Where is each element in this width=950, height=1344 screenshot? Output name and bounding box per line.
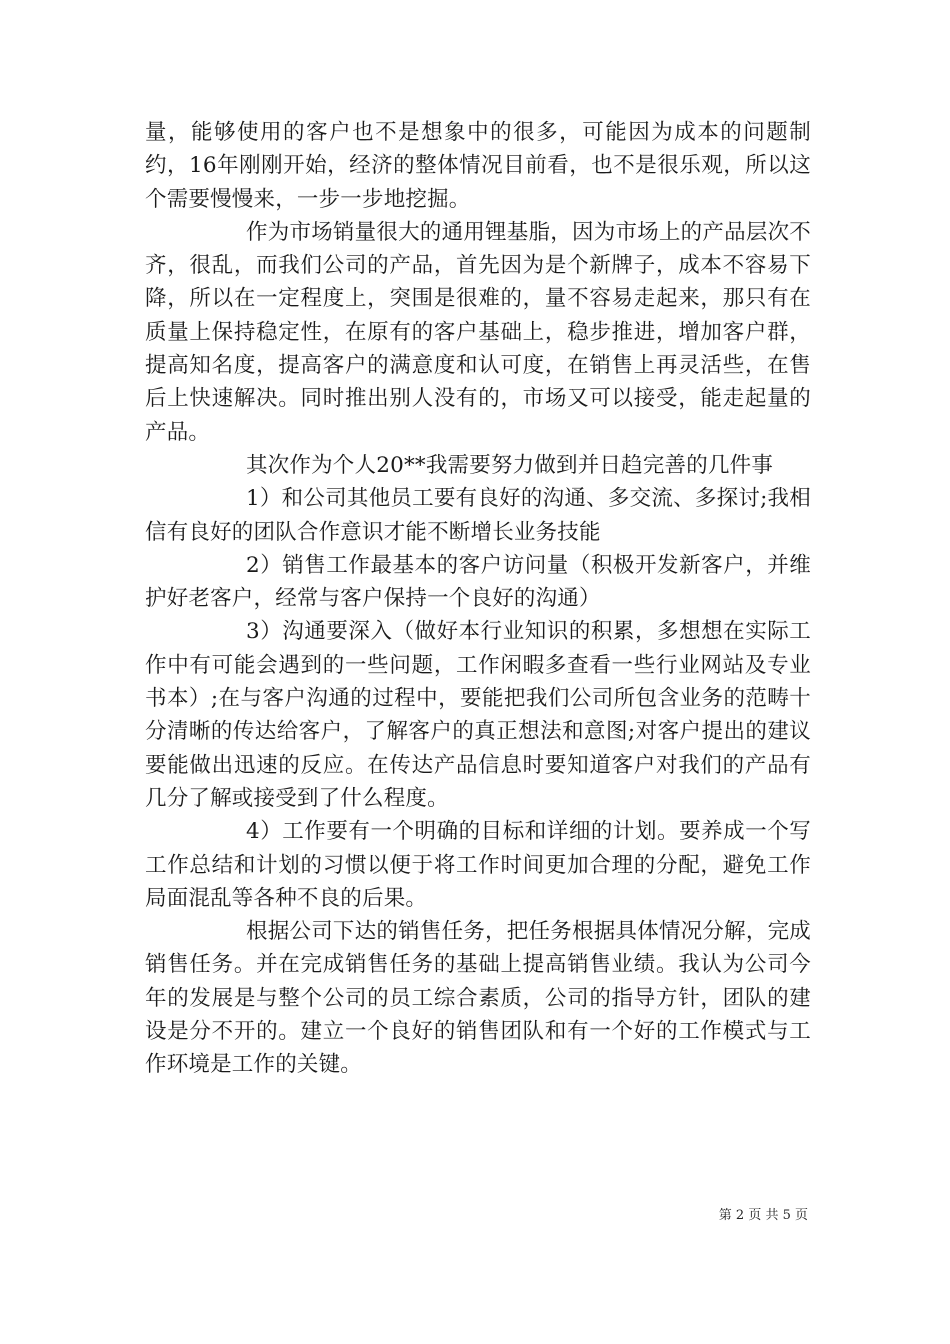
paragraph-sales-tasks: 根据公司下达的销售任务，把任务根据具体情况分解，完成销售任务。并在完成销售任务的基础上提高销售业绩。我认为公司今年的发展是与整个公司的员工综合素质，公司的指导方针，团队的建设是分不开的。建立一个良好的销售团队和有一个好的工作模式与工作环境是工作的关键。 (145, 919, 811, 1078)
paragraph-market-analysis: 作为市场销量很大的通用锂基脂，因为市场上的产品层次不齐，很乱，而我们公司的产品，首先因为是个新牌子，成本不容易下降，所以在一定程度上，突围是很难的，量不容易走起来，那只有在质量上保持稳定性，在原有的客户基础上，稳步推进，增加客户群，提高知名度，提高客户的满意度和认可度，在销售上再灵活些，在售后上快速解决。同时推出别人没有的，市场又可以接受，能走起量的产品。 (145, 219, 811, 445)
list-item-deep-communication: 3）沟通要深入（做好本行业知识的积累，多想想在实际工作中有可能会遇到的一些问题，工作闲暇多查看一些行业网站及专业书本）;在与客户沟通的过程中，要能把我们公司所包含业务的范畴十分清晰的传达给客户，了解客户的真正想法和意图;对客户提出的建议要能做出迅速的反应。在传达产品信息时要知道客户对我们的产品有几分了解或接受到了什么程度。 (145, 619, 811, 811)
list-item-communication: 1）和公司其他员工要有良好的沟通、多交流、多探讨;我相信有良好的团队合作意识才能不断增长业务技能 (145, 486, 811, 545)
page-number-footer: 第 2 页 共 5 页 (718, 1208, 808, 1223)
list-item-client-visits: 2）销售工作最基本的客户访问量（积极开发新客户，并维护好老客户，经常与客户保持一个良好的沟通） (145, 552, 811, 612)
document-body (145, 116, 811, 1082)
paragraph-continuation: 量，能够使用的客户也不是想象中的很多，可能因为成本的问题制约，16年刚刚开始，经济的整体情况目前看，也不是很乐观，所以这个需要慢慢来，一步一步地挖掘。 (145, 120, 811, 212)
paragraph-personal-goals-intro: 其次作为个人20**我需要努力做到并日趋完善的几件事 (246, 452, 774, 478)
list-item-planning: 4）工作要有一个明确的目标和详细的计划。要养成一个写工作总结和计划的习惯以便于将工作时间更加合理的分配，避免工作局面混乱等各种不良的后果。 (145, 819, 811, 911)
